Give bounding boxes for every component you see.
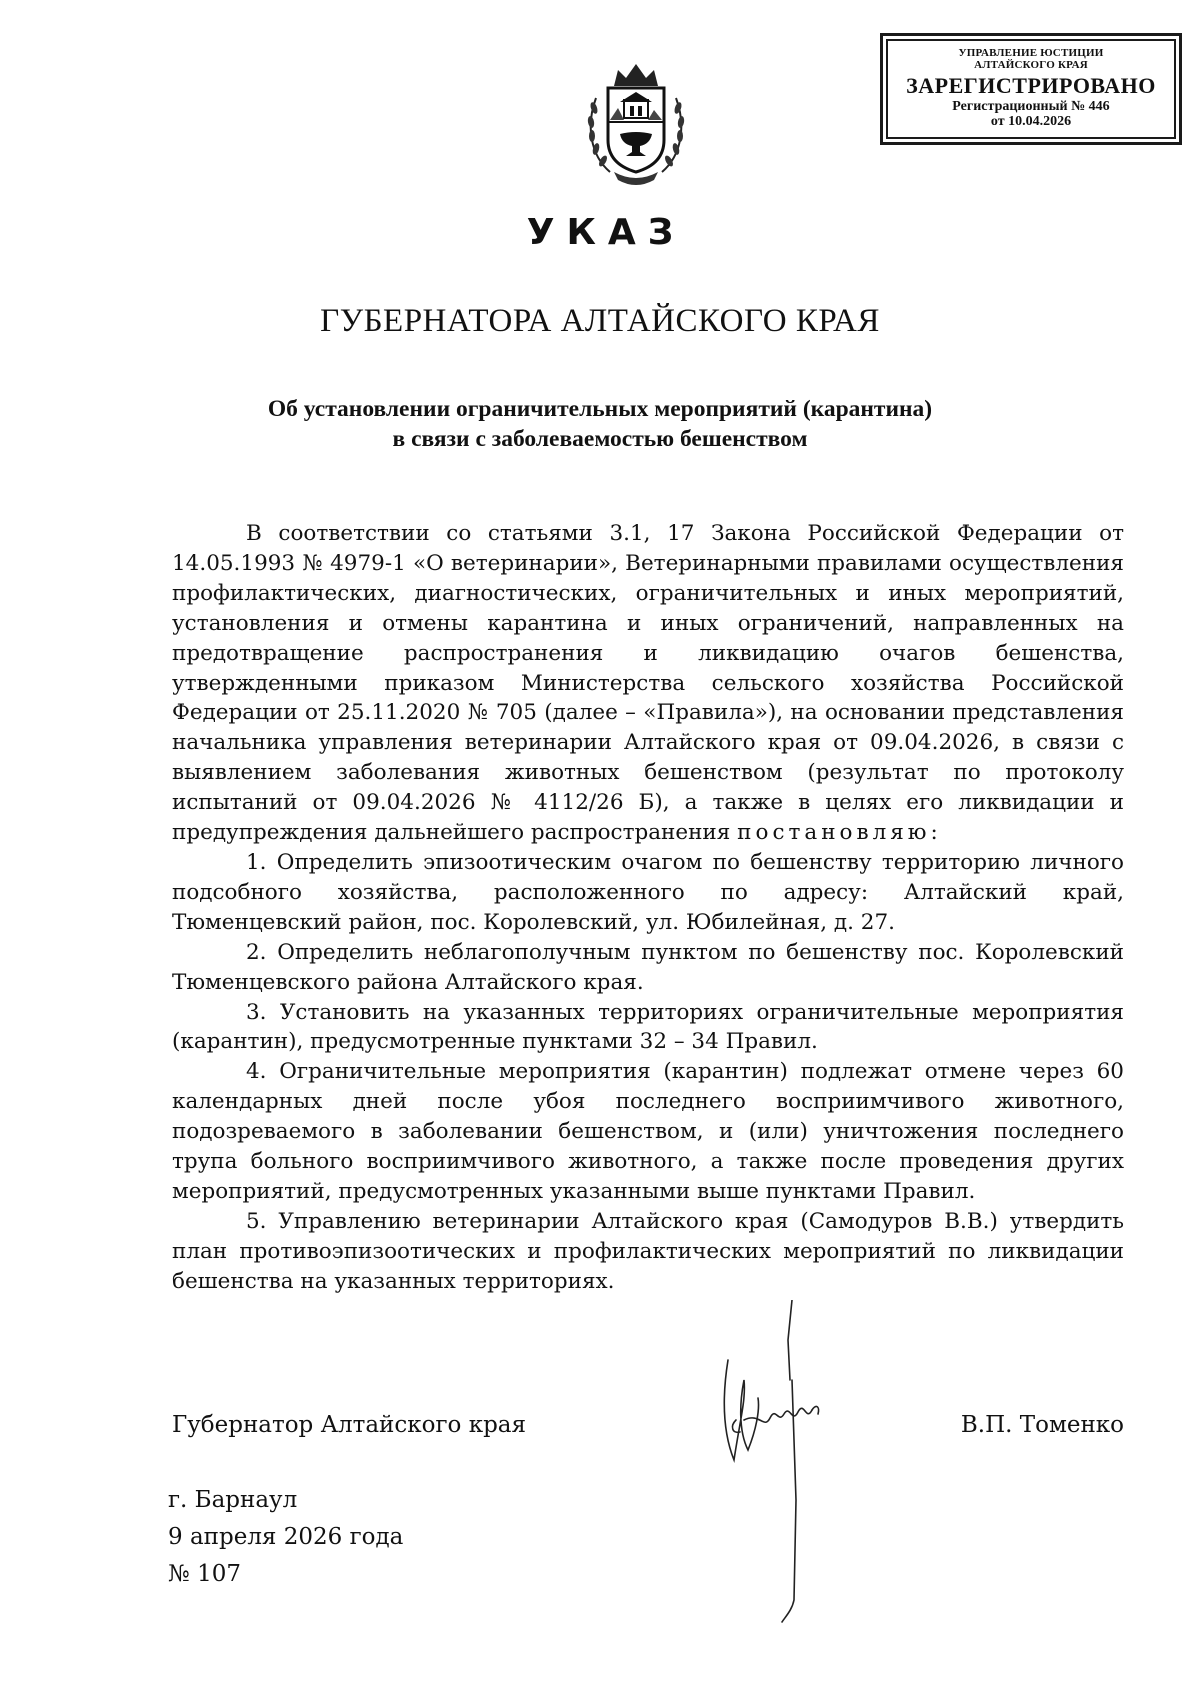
decree-item-1: 1. Определить эпизоотическим очагом по бешенству территорию личного подсобного хозяйства, расположенного по адресу: Алтайский край, Тюменцевский район, пос. Королевский, ул. Юбилейная, д. 27. [172,849,1124,935]
decree-body [172,519,1124,1297]
decree-item-2: 2. Определить неблагополучным пунктом по бешенству пос. Королевский Тюменцевского района Алтайского края. [172,939,1124,995]
decree-preamble [172,519,1124,848]
issue-date: 9 апреля 2026 года [168,1524,404,1550]
stamp-reg-date: от 10.04.2026 [990,114,1072,130]
document-issuer: ГУБЕРНАТОРА АЛТАЙСКОГО КРАЯ [320,303,880,339]
decree-item-3: 3. Установить на указанных территориях ограничительные мероприятия (карантин), предусмотренные пунктами 32 – 34 Правил. [172,999,1124,1055]
subject-line-2: в связи с заболеваемостью бешенством [392,426,808,452]
decree-item-5: 5. Управлению ветеринарии Алтайского края (Самодуров В.В.) утвердить план противоэпизоотических и профилактических мероприятий по ликвидации бешенства на указанных территориях. [172,1208,1124,1294]
document-type: УКАЗ [526,212,686,253]
registration-stamp-inner [886,39,1176,139]
signatory-name: В.П. Томенко [960,1412,1124,1438]
document-subject [0,394,1200,454]
issue-city: г. Барнаул [168,1487,298,1513]
stamp-org-line1: УПРАВЛЕНИЕ ЮСТИЦИИ [958,47,1104,60]
document-number: № 107 [168,1561,241,1587]
stamp-org-line2: АЛТАЙСКОГО КРАЯ [974,58,1088,71]
signatory-position: Губернатор Алтайского края [172,1412,527,1438]
altai-coat-of-arms-icon [580,60,692,190]
decree-word: постановляю: [737,820,942,846]
document-footer [168,1482,403,1593]
signature-row [172,1412,1124,1452]
stamp-status: ЗАРЕГИСТРИРОВАНО [906,73,1156,99]
handwritten-signature [700,1300,870,1630]
registration-stamp [880,33,1182,145]
preamble-text: В соответствии со статьями 3.1, 17 Закона Российской Федерации от 14.05.1993 № 4979-1 «О ветеринарии», Ветеринарными правилами осуществления профилактических, диагностических, ограничительных и иных мероприятий, установления и отмены карантина и иных ограничений, направленных на предотвращение распространения и ликвидацию очагов бешенства, утвержденными приказом Министерства сельского хозяйства Российской Федерации от 25.11.2020 № 705 (далее – «Правила»), на основании представления начальника управления ветеринарии Алтайского края от 09.04.2026, в связи с выявлением заболевания животных бешенством (результат по протоколу испытаний от 09.04.2026 № 4112/26 Б), а также в целях его ликвидации и предупреждения дальнейшего распространения [172,521,1124,846]
subject-line-1: Об установлении ограничительных мероприятий (карантина) [267,396,933,422]
stamp-reg-number: Регистрационный № 446 [952,99,1110,115]
decree-item-4: 4. Ограничительные мероприятия (карантин) подлежат отмене через 60 календарных дней после убоя последнего восприимчивого животного, подозреваемого в заболевании бешенством, и (или) уничтожения последнего трупа больного восприимчивого животного, а также после проведения других мероприятий, предусмотренных указанными выше пунктами Правил. [172,1059,1124,1204]
